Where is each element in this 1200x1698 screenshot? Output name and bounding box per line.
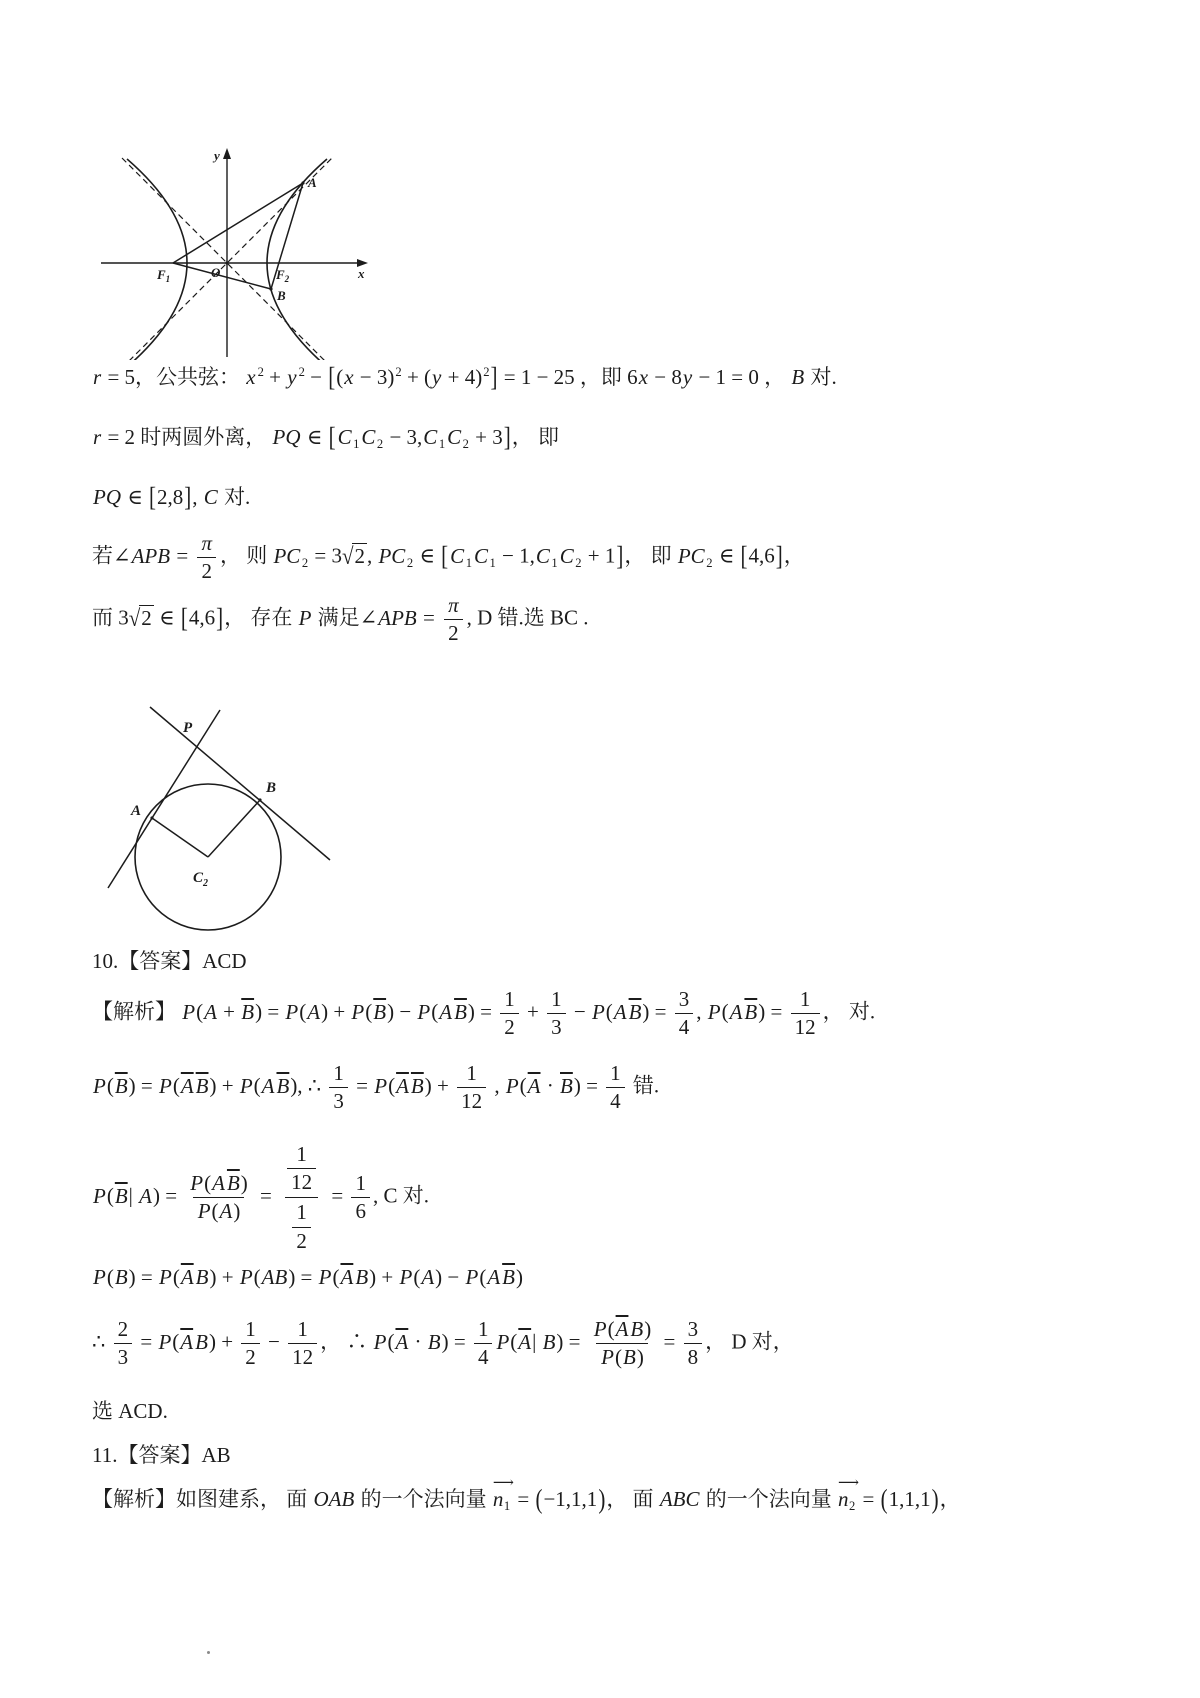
tangent-point-b-dot <box>258 798 261 801</box>
formula-line-q10-3: $P(\overline{B}|$ A) = $\frac{P(A\overline{B})}{P(A)}$ = $\frac{\frac{1}{12}}{\frac{1}{2}}$ = $\frac{1}{6}$ , C 对. <box>92 1140 429 1256</box>
segment-f1-b <box>173 263 271 289</box>
point-p-label: P <box>183 720 193 736</box>
focus2-label: $F_2$ <box>276 267 290 284</box>
page-stray-dot <box>207 1651 210 1654</box>
segment-f1-a <box>173 183 303 263</box>
point-a-label: A <box>131 803 142 819</box>
point-a-label: A <box>308 175 317 190</box>
tangent-point-a-dot <box>150 816 153 819</box>
hyperbola-figure <box>95 145 375 360</box>
y-axis-label: y <box>214 148 220 163</box>
formula-line-apb: 若∠APB = $\frac{\pi}{2}$ ， 则 PC $_2$ = 3√2, PC $_2$ ∈ [C $_1$C $_1$ − 1,C $_1$C $_2$ + 1]， 即 PC $_2$ ∈ [4,6]， <box>92 530 805 585</box>
radius-c2-b <box>208 800 260 857</box>
point-a-dot <box>301 181 304 184</box>
point-b-label: B <box>277 288 286 303</box>
point-b-dot <box>269 287 272 290</box>
tangent-line-pa <box>108 710 220 888</box>
formula-line-pq: PQ ∈ [2,8], C 对. <box>93 481 251 513</box>
answer-line-q11: 11.【答案】AB <box>92 1443 231 1467</box>
hyperbola-right-branch <box>267 159 327 360</box>
answer-line-q10: 10.【答案】ACD <box>92 949 247 973</box>
origin-point <box>225 261 228 264</box>
origin-label: O <box>211 265 221 280</box>
point-b-label: B <box>266 780 277 796</box>
formula-line-conclusion9: 而 3√2 ∈ [4,6]， 存在 P 满足∠APB = $\frac{\pi}{2}$ , D 错.选 BC . <box>92 592 589 647</box>
x-axis-label: x <box>358 266 365 281</box>
radius-c2-a <box>152 818 208 857</box>
formula-line-r5: r = 5，公共弦： x $^2$ + y $^2 - [(x - 3)^2 + (y + 4)^2] = 1 - 25$ ，即 6x − 8y − 1 = 0 ， B 对. <box>93 361 837 393</box>
formula-line-q11-1: 【解析】如图建系， 面 OAB 的一个法向量 ⟶ $n_1 = (-1,1,1)$， 面 ABC 的一个法向量 ⟶ $n_2 = (1,1,1)$， <box>92 1475 961 1515</box>
circle-tangent-figure <box>85 652 395 942</box>
center-c2-label: $C_2$ <box>193 870 209 889</box>
formula-line-q10-1: 【解析】 $P(A + \overline{B}) = P(A) + P(\overline{B}) - P(A\overline{B})$ = $\frac{1}{2}$ + $\frac{1}{3}$ − $P(A\overline{B})$ = $\frac{3}{4}$ , $P(A\overline{B})$ = $\frac{1}{12}$ ， 对. <box>92 986 875 1041</box>
formula-line-q10-5: ∴ $\frac{2}{3}$ = $P(\overline{A}B)$ + $\frac{1}{2}$ − $\frac{1}{12}$ ， ∴ $P(\overline{A} \cdot B)$ = $\frac{1}{4}$ $P(\overline{A}|$ B) = $\frac{P(\overline{A}B)}{P(B)}$ = $\frac{3}{8}$ ， D 对， <box>92 1316 794 1371</box>
formula-line-q10-2: $P(\overline{B}) = P(\overline{A}\overline{B}) + P(A\overline{B})$, ∴ $\frac{1}{3}$ = $P(\overline{A}\overline{B})$ + $\frac{1}{12}$ , $P(\overline{A} \cdot \overline{B})$ = $\frac{1}{4}$ 错. <box>92 1060 659 1115</box>
formula-line-q10-4: $P(B) = P(\overline{A}B) + P(AB) = P(\overline{A}B) + P(A) - P(A\overline{B})$ <box>93 1265 523 1289</box>
formula-line-r2: r = 2 时两圆外离， PQ ∈ [C $_1$C $_2$ − 3,C $_1$C $_2$ + 3]， 即 <box>93 421 560 453</box>
tangent-line-pb <box>150 707 330 860</box>
focus1-label: $F_1$ <box>157 267 171 284</box>
pick-line-q10: 选 ACD. <box>92 1399 168 1423</box>
y-axis-arrow <box>223 148 231 159</box>
